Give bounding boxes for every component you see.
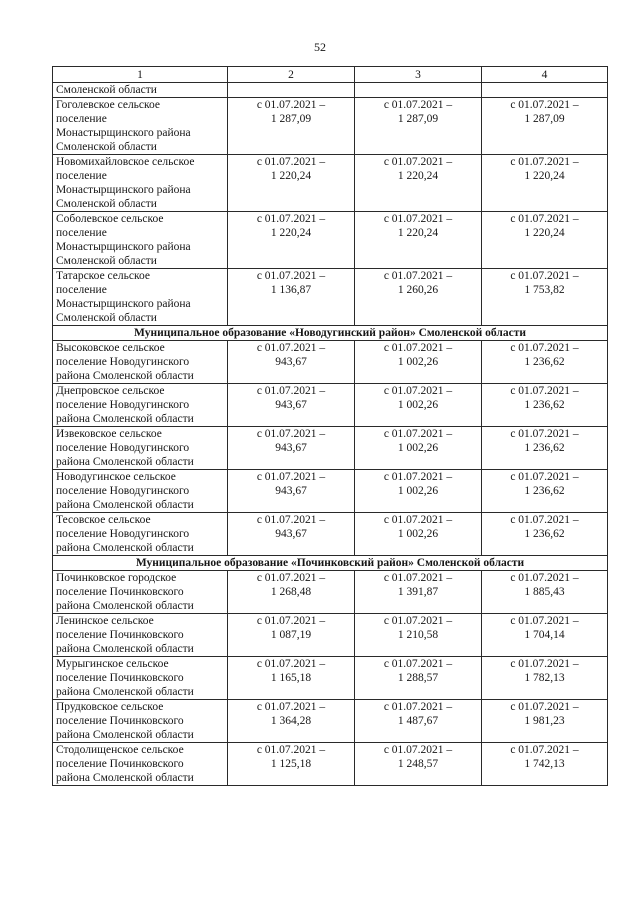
tariff-col-3-line: 1 288,57	[397, 672, 439, 684]
tariff-col-2	[228, 470, 355, 513]
tariff-col-4-line: 1 220,24	[524, 170, 565, 182]
tariff-col-4-line: с 01.07.2021 –	[510, 342, 579, 354]
settlement-name-line: поселение Новодугинского	[56, 356, 190, 368]
table-row	[53, 743, 608, 786]
tariff-col-2	[228, 155, 355, 212]
tariff-col-2-line: с 01.07.2021 –	[256, 213, 326, 225]
tariff-col-4-line: 1 885,43	[524, 586, 565, 598]
tariff-col-3-line: 1 287,09	[397, 113, 439, 125]
tariff-col-3-line: 1 220,24	[397, 170, 439, 182]
tariff-col-2-line: 1 087,19	[270, 629, 312, 641]
tariff-col-2-line: 943,67	[275, 528, 307, 540]
tariff-col-2	[228, 269, 355, 326]
settlement-name	[53, 700, 228, 743]
settlement-name-line: района Смоленской области	[56, 542, 194, 554]
tariff-col-4	[482, 212, 608, 269]
table-row	[53, 98, 608, 155]
tariff-col-4	[482, 700, 608, 743]
header-col-1: 1	[53, 67, 228, 83]
tariff-col-3	[355, 155, 482, 212]
tariff-table	[52, 66, 608, 786]
settlement-name-line: Тесовское сельское	[56, 514, 151, 526]
settlement-name-line: района Смоленской области	[56, 772, 194, 784]
tariff-col-4-line: с 01.07.2021 –	[510, 471, 579, 483]
tariff-col-3-line: 1 002,26	[397, 399, 439, 411]
tariff-col-4-line: с 01.07.2021 –	[510, 572, 579, 584]
tariff-col-3-line: 1 002,26	[397, 528, 439, 540]
settlement-name-line: поселение Починковского	[56, 586, 184, 598]
tariff-col-4-line: 1 753,82	[524, 284, 565, 296]
settlement-name-line: Прудковское сельское	[56, 701, 164, 713]
tariff-col-4-line: с 01.07.2021 –	[510, 213, 579, 225]
settlement-name-line: Мурыгинское сельское	[56, 658, 169, 670]
tariff-col-4-line: с 01.07.2021 –	[510, 99, 579, 111]
tariff-col-3	[355, 657, 482, 700]
settlement-name-line: поселение Починковского	[56, 672, 184, 684]
settlement-name	[53, 614, 228, 657]
tariff-col-3-line: 1 248,57	[397, 758, 439, 770]
tariff-col-4-line: с 01.07.2021 –	[510, 270, 579, 282]
settlement-name-line: Новодугинское сельское	[56, 471, 176, 483]
tariff-col-2-line: с 01.07.2021 –	[256, 342, 326, 354]
settlement-name	[53, 341, 228, 384]
tariff-col-4	[482, 743, 608, 786]
tariff-col-2	[228, 700, 355, 743]
tariff-col-2	[228, 384, 355, 427]
settlement-name-line: Монастырщинского района	[56, 184, 191, 196]
tariff-col-4-line: с 01.07.2021 –	[510, 385, 579, 397]
tariff-col-4-line: с 01.07.2021 –	[510, 156, 579, 168]
section-row	[53, 556, 608, 571]
tariff-col-2	[228, 743, 355, 786]
settlement-name-line: района Смоленской области	[56, 499, 194, 511]
table-row	[53, 657, 608, 700]
tariff-col-4	[482, 155, 608, 212]
table-row	[53, 571, 608, 614]
settlement-name-line: поселение	[56, 113, 107, 125]
header-col-3: 3	[355, 67, 482, 83]
tariff-col-3-line: с 01.07.2021 –	[383, 471, 453, 483]
tariff-col-3-line: с 01.07.2021 –	[383, 156, 453, 168]
settlement-name-line: района Смоленской области	[56, 686, 194, 698]
tariff-col-2-line: 1 125,18	[270, 758, 312, 770]
tariff-col-3-line: с 01.07.2021 –	[383, 572, 453, 584]
settlement-name-line: Соболевское сельское	[56, 213, 164, 225]
settlement-name-line: района Смоленской области	[56, 600, 194, 612]
settlement-name-line: поселение Новодугинского	[56, 485, 190, 497]
table-row	[53, 155, 608, 212]
tariff-col-3	[355, 513, 482, 556]
tariff-col-3	[355, 470, 482, 513]
tariff-col-2	[228, 571, 355, 614]
settlement-name-line: поселение Новодугинского	[56, 442, 190, 454]
tariff-col-3-line: с 01.07.2021 –	[383, 213, 453, 225]
settlement-name	[53, 427, 228, 470]
tariff-col-4-line: с 01.07.2021 –	[510, 615, 579, 627]
tariff-col-2-line: с 01.07.2021 –	[256, 270, 326, 282]
tariff-col-4	[482, 614, 608, 657]
tariff-col-3	[355, 571, 482, 614]
settlement-name-line: поселение	[56, 227, 107, 239]
settlement-name-line: Извековское сельское	[56, 428, 162, 440]
tariff-col-4	[482, 427, 608, 470]
settlement-name-line: Стодолищенское сельское	[56, 744, 184, 756]
tariff-col-2-line: с 01.07.2021 –	[256, 615, 326, 627]
tariff-col-3-line: 1 391,87	[397, 586, 439, 598]
settlement-name-line: Монастырщинского района	[56, 298, 191, 310]
table-body	[53, 83, 608, 786]
tariff-col-2	[228, 513, 355, 556]
tariff-col-3	[355, 743, 482, 786]
tariff-col-2-line: с 01.07.2021 –	[256, 428, 326, 440]
tariff-col-3-line: с 01.07.2021 –	[383, 99, 453, 111]
continuation-row	[53, 83, 608, 98]
settlement-name-line: района Смоленской области	[56, 370, 194, 382]
tariff-col-3-line: с 01.07.2021 –	[383, 385, 453, 397]
header-row	[53, 67, 608, 83]
tariff-col-4-line: 1 782,13	[524, 672, 565, 684]
tariff-col-2-line: с 01.07.2021 –	[256, 385, 326, 397]
tariff-col-4-line: 1 236,62	[524, 442, 565, 454]
table-row	[53, 212, 608, 269]
settlement-name-line: Новомихайловское сельское	[56, 156, 195, 168]
settlement-name-line: Высоковское сельское	[56, 342, 165, 354]
tariff-col-2-line: с 01.07.2021 –	[256, 572, 326, 584]
tariff-col-4	[482, 657, 608, 700]
settlement-name	[53, 470, 228, 513]
tariff-col-2-line: 1 165,18	[270, 672, 312, 684]
tariff-col-2	[228, 657, 355, 700]
tariff-col-4	[482, 571, 608, 614]
settlement-name	[53, 98, 228, 155]
tariff-col-2-line: с 01.07.2021 –	[256, 156, 326, 168]
settlement-name	[53, 155, 228, 212]
settlement-name-line: поселение Новодугинского	[56, 528, 190, 540]
settlement-name-line: Монастырщинского района	[56, 127, 191, 139]
settlement-name-line: района Смоленской области	[56, 643, 194, 655]
tariff-col-3	[355, 98, 482, 155]
settlement-name-line: поселение Новодугинского	[56, 399, 190, 411]
tariff-col-4-line: с 01.07.2021 –	[510, 658, 579, 670]
tariff-col-2	[228, 427, 355, 470]
tariff-col-2-line: 943,67	[275, 356, 307, 368]
tariff-col-2-line: с 01.07.2021 –	[256, 514, 326, 526]
tariff-col-3-line: с 01.07.2021 –	[383, 615, 453, 627]
tariff-col-4	[482, 470, 608, 513]
settlement-name-line: района Смоленской области	[56, 413, 194, 425]
page-number: 52	[314, 40, 326, 54]
tariff-col-3-line: 1 210,58	[397, 629, 439, 641]
tariff-col-4-line: 1 236,62	[524, 399, 565, 411]
tariff-col-3-line: 1 002,26	[397, 485, 439, 497]
table-row	[53, 427, 608, 470]
tariff-col-4-line: с 01.07.2021 –	[510, 514, 579, 526]
tariff-col-3	[355, 384, 482, 427]
tariff-col-2-line: 1 220,24	[270, 170, 312, 182]
tariff-col-4	[482, 384, 608, 427]
tariff-col-2	[228, 98, 355, 155]
settlement-name	[53, 513, 228, 556]
tariff-col-3	[355, 341, 482, 384]
settlement-name-line: поселение Починковского	[56, 715, 184, 727]
settlement-name	[53, 212, 228, 269]
tariff-col-2-line: 1 268,48	[270, 586, 312, 598]
tariff-col-2	[228, 212, 355, 269]
tariff-col-3	[355, 427, 482, 470]
tariff-col-2-line: с 01.07.2021 –	[256, 701, 326, 713]
tariff-col-3-line: с 01.07.2021 –	[383, 701, 453, 713]
settlement-name-line: района Смоленской области	[56, 729, 194, 741]
tariff-col-4	[482, 341, 608, 384]
settlement-name	[53, 384, 228, 427]
table-row	[53, 513, 608, 556]
settlement-name-line: поселение	[56, 170, 107, 182]
section-row	[53, 326, 608, 341]
settlement-name	[53, 743, 228, 786]
tariff-col-4-line: 1 704,14	[524, 629, 565, 641]
section-title: Муниципальное образование «Новодугинский район» Смоленской области	[53, 326, 608, 341]
section-title: Муниципальное образование «Починковский район» Смоленской области	[53, 556, 608, 571]
settlement-name-line: Монастырщинского района	[56, 241, 191, 253]
continuation-cell: Смоленской области	[53, 83, 228, 98]
settlement-name-line: Гоголевское сельское	[56, 99, 161, 111]
tariff-col-4-line: 1 236,62	[524, 528, 565, 540]
tariff-col-2	[228, 614, 355, 657]
tariff-col-4-line: с 01.07.2021 –	[510, 744, 579, 756]
settlement-name-line: района Смоленской области	[56, 456, 194, 468]
settlement-name-line: поселение	[56, 284, 107, 296]
tariff-col-2-line: с 01.07.2021 –	[256, 99, 326, 111]
tariff-col-4-line: 1 236,62	[524, 485, 565, 497]
tariff-col-3-line: с 01.07.2021 –	[383, 514, 453, 526]
table-row	[53, 700, 608, 743]
tariff-col-2-line: с 01.07.2021 –	[256, 744, 326, 756]
tariff-col-3	[355, 269, 482, 326]
table-row	[53, 384, 608, 427]
settlement-name	[53, 657, 228, 700]
tariff-col-2-line: с 01.07.2021 –	[256, 471, 326, 483]
tariff-col-3	[355, 614, 482, 657]
settlement-name-line: Смоленской области	[56, 141, 157, 153]
tariff-col-4-line: 1 220,24	[524, 227, 565, 239]
tariff-col-2-line: 1 364,28	[270, 715, 312, 727]
header-col-2: 2	[228, 67, 355, 83]
settlement-name-line: Ленинское сельское	[56, 615, 154, 627]
tariff-col-3	[355, 700, 482, 743]
tariff-col-3-line: 1 220,24	[397, 227, 439, 239]
tariff-col-2-line: 943,67	[275, 442, 307, 454]
tariff-col-4-line: 1 287,09	[524, 113, 565, 125]
tariff-col-2-line: с 01.07.2021 –	[256, 658, 326, 670]
tariff-col-2-line: 943,67	[275, 399, 307, 411]
table-row	[53, 614, 608, 657]
tariff-col-2-line: 1 287,09	[270, 113, 312, 125]
table-row	[53, 470, 608, 513]
settlement-name-line: Смоленской области	[56, 255, 157, 267]
settlement-name-line: Смоленской области	[56, 198, 157, 210]
tariff-col-3-line: 1 487,67	[397, 715, 439, 727]
tariff-col-4	[482, 269, 608, 326]
tariff-col-3-line: с 01.07.2021 –	[383, 658, 453, 670]
settlement-name-line: Починковское городское	[56, 572, 177, 584]
settlement-name	[53, 571, 228, 614]
tariff-col-4	[482, 513, 608, 556]
tariff-col-3-line: 1 260,26	[397, 284, 439, 296]
tariff-col-2-line: 1 220,24	[270, 227, 312, 239]
settlement-name-line: Татарское сельское	[56, 270, 150, 282]
tariff-col-3-line: 1 002,26	[397, 356, 439, 368]
tariff-col-4-line: с 01.07.2021 –	[510, 701, 579, 713]
tariff-col-3-line: с 01.07.2021 –	[383, 428, 453, 440]
settlement-name	[53, 269, 228, 326]
tariff-col-4-line: 1 981,23	[524, 715, 565, 727]
settlement-name-line: поселение Починковского	[56, 758, 184, 770]
header-col-4: 4	[482, 67, 608, 83]
tariff-col-3	[355, 212, 482, 269]
settlement-name-line: Смоленской области	[56, 312, 157, 324]
tariff-col-2	[228, 341, 355, 384]
table-row	[53, 341, 608, 384]
tariff-col-3-line: с 01.07.2021 –	[383, 342, 453, 354]
tariff-col-4-line: 1 236,62	[524, 356, 565, 368]
table-row	[53, 269, 608, 326]
tariff-col-4-line: с 01.07.2021 –	[510, 428, 579, 440]
tariff-col-4	[482, 98, 608, 155]
tariff-col-3-line: с 01.07.2021 –	[383, 744, 453, 756]
tariff-col-3-line: 1 002,26	[397, 442, 439, 454]
tariff-col-2-line: 943,67	[275, 485, 307, 497]
tariff-col-4-line: 1 742,13	[524, 758, 565, 770]
tariff-col-2-line: 1 136,87	[270, 284, 312, 296]
settlement-name-line: Днепровское сельское	[56, 385, 165, 397]
tariff-col-3-line: с 01.07.2021 –	[383, 270, 453, 282]
settlement-name-line: поселение Починковского	[56, 629, 184, 641]
